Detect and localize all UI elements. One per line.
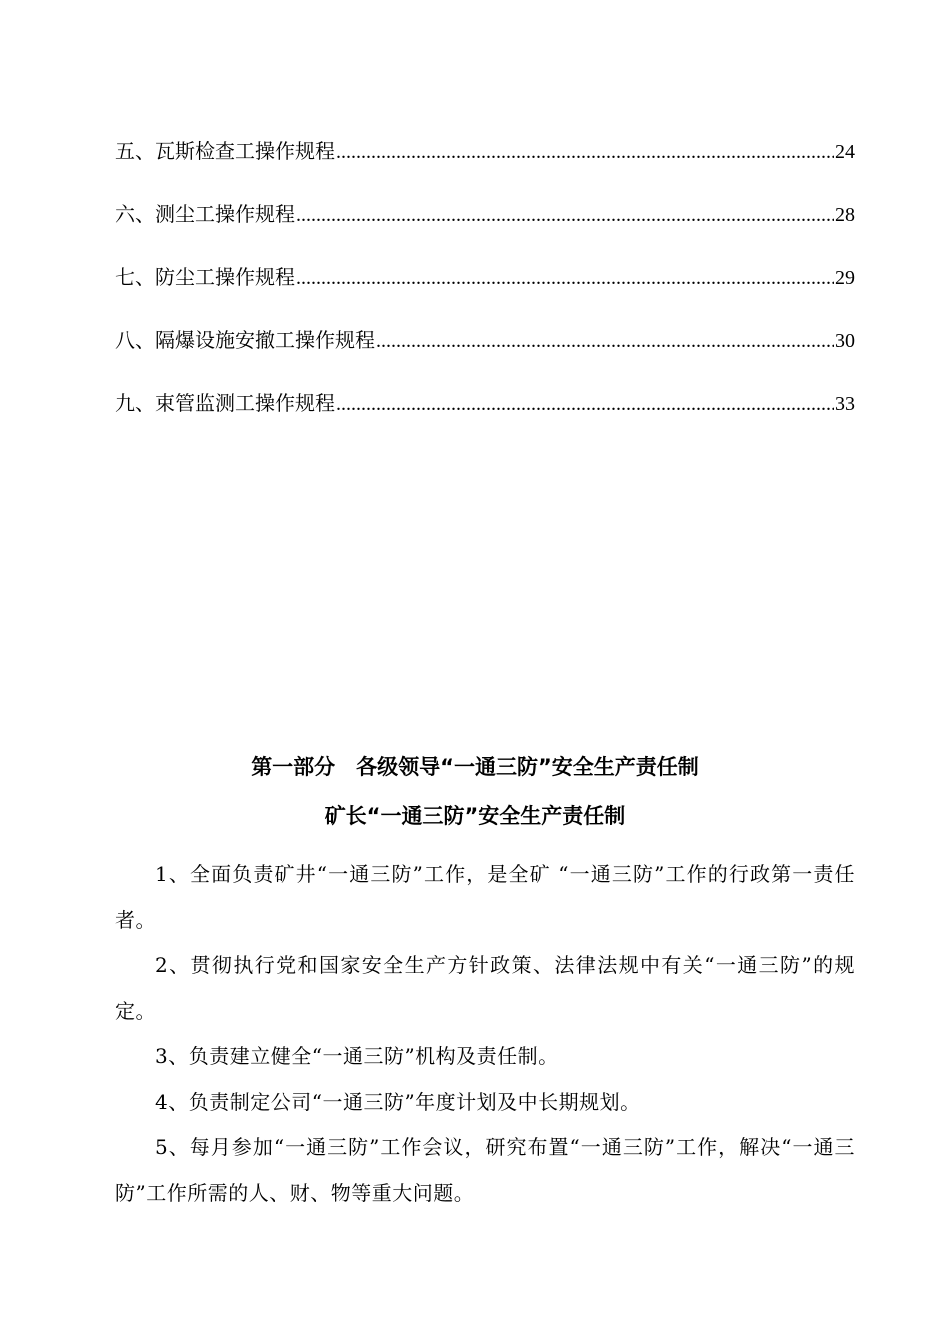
toc-leader-dots — [376, 326, 834, 356]
toc-entry[interactable] — [115, 136, 855, 199]
paragraph: 3、负责建立健全“一通三防”机构及责任制。 — [155, 1044, 559, 1068]
paragraph: 4、负责制定公司“一通三防”年度计划及中长期规划。 — [155, 1089, 641, 1114]
body-text — [115, 852, 855, 1216]
table-of-contents — [115, 136, 855, 451]
toc-entry-label: 六、测尘工操作规程 — [115, 202, 295, 226]
toc-leader-dots — [296, 200, 834, 230]
toc-entry-label: 八、隔爆设施安撤工操作规程 — [115, 328, 375, 352]
toc-entry-label: 五、瓦斯检查工操作规程 — [115, 139, 335, 163]
toc-entry[interactable] — [115, 199, 855, 262]
toc-leader-dots — [336, 137, 834, 167]
paragraph: 2、贯彻执行党和国家安全生产方针政策、法律法规中有关“一通三防”的规定。 — [115, 953, 855, 1023]
paragraph: 5、每月参加“一通三防”工作会议，研究布置“一通三防”工作，解决“一通三防”工作所需的人、财、物等重大问题。 — [115, 1135, 855, 1205]
toc-entry[interactable] — [115, 262, 855, 325]
toc-entry-page: 33 — [835, 393, 855, 415]
toc-entry-page: 24 — [835, 141, 855, 163]
toc-entry-page: 29 — [835, 267, 855, 289]
toc-leader-dots — [296, 263, 834, 293]
toc-entry-label: 七、防尘工操作规程 — [115, 265, 295, 289]
section-title: 矿长“一通三防”安全生产责任制 — [324, 804, 626, 828]
paragraph: 1、全面负责矿井“一通三防”工作，是全矿 “一通三防”工作的行政第一责任者。 — [115, 862, 855, 932]
toc-entry-label: 九、束管监测工操作规程 — [115, 391, 335, 415]
toc-entry-page: 30 — [835, 330, 855, 352]
toc-leader-dots — [336, 389, 834, 419]
toc-entry-page: 28 — [835, 204, 855, 226]
toc-entry[interactable] — [115, 325, 855, 388]
part-title: 第一部分 各级领导“一通三防”安全生产责任制 — [251, 755, 699, 779]
toc-entry[interactable] — [115, 388, 855, 451]
